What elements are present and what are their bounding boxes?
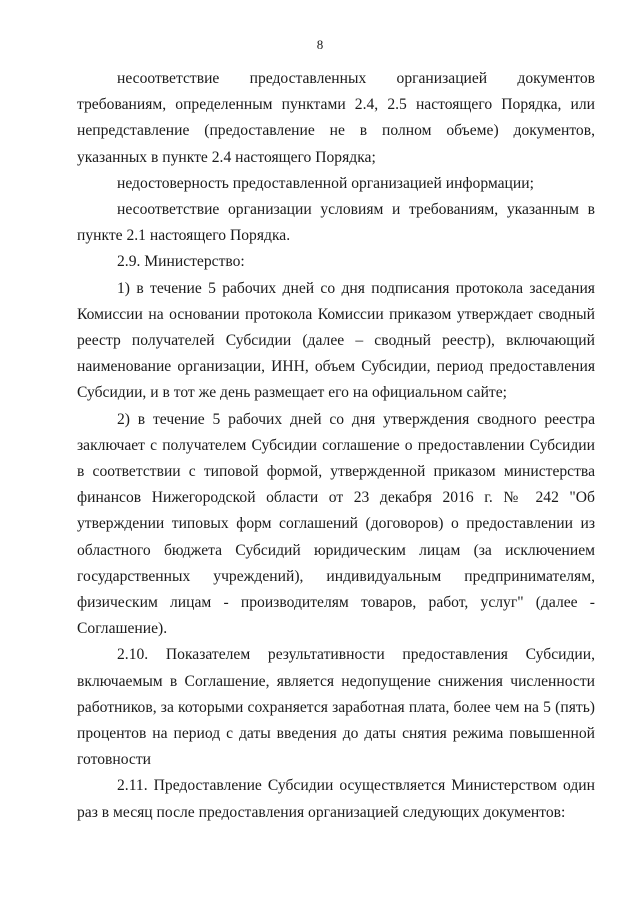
page-number: 8 [316, 37, 324, 52]
document-body [77, 66, 595, 826]
paragraph-grounds-requirements: несоответствие организации условиям и требованиям, указанным в пункте 2.1 настоящего Порядка. [77, 201, 595, 245]
paragraph-item-2: 2) в течение 5 рабочих дней со дня утверждения сводного реестра заключает с получателем Субсидии соглашение о предоставлении Субсидии в соответствии с типовой формой, утвержденной приказом министерства финансов Нижегородской области от 23 декабря 2016 г. № 242 "Об утверждении типовых форм соглашений (договоров) о предоставлении из областного бюджета Субсидий юридическим лицам (за исключением государственных учреждений), индивидуальным предпринимателям, физическим лицам - производителям товаров, работ, услуг" (далее - Соглашение). [77, 410, 595, 638]
paragraph-grounds-documents: несоответствие предоставленных организацией документов требованиям, определенным пунктами 2.4, 2.5 настоящего Порядка, или непредставление (предоставление не в полном объеме) документов, указанных в пункте 2.4 настоящего Порядка; [77, 70, 595, 166]
paragraph-section-2-11: 2.11. Предоставление Субсидии осуществляется Министерством один раз в месяц после предоставления организацией следующих документов: [77, 777, 595, 821]
paragraph-grounds-information: недостоверность предоставленной организацией информации; [117, 174, 534, 192]
paragraph-section-2-9: 2.9. Министерство: [117, 253, 245, 271]
paragraph-section-2-10: 2.10. Показателем результативности предоставления Субсидии, включаемым в Соглашение, является недопущение снижения численности работников, за которыми сохраняется заработная плата, более чем на 5 (пять) процентов на период с даты введения до даты снятия режима повышенной готовности [77, 646, 595, 769]
paragraph-item-1: 1) в течение 5 рабочих дней со дня подписания протокола заседания Комиссии на основании протокола Комиссии приказом утверждает сводный реестр получателей Субсидии (далее – сводный реестр), включающий наименование организации, ИНН, объем Субсидии, период предоставления Субсидии, и в тот же день размещает его на официальном сайте; [77, 279, 595, 402]
